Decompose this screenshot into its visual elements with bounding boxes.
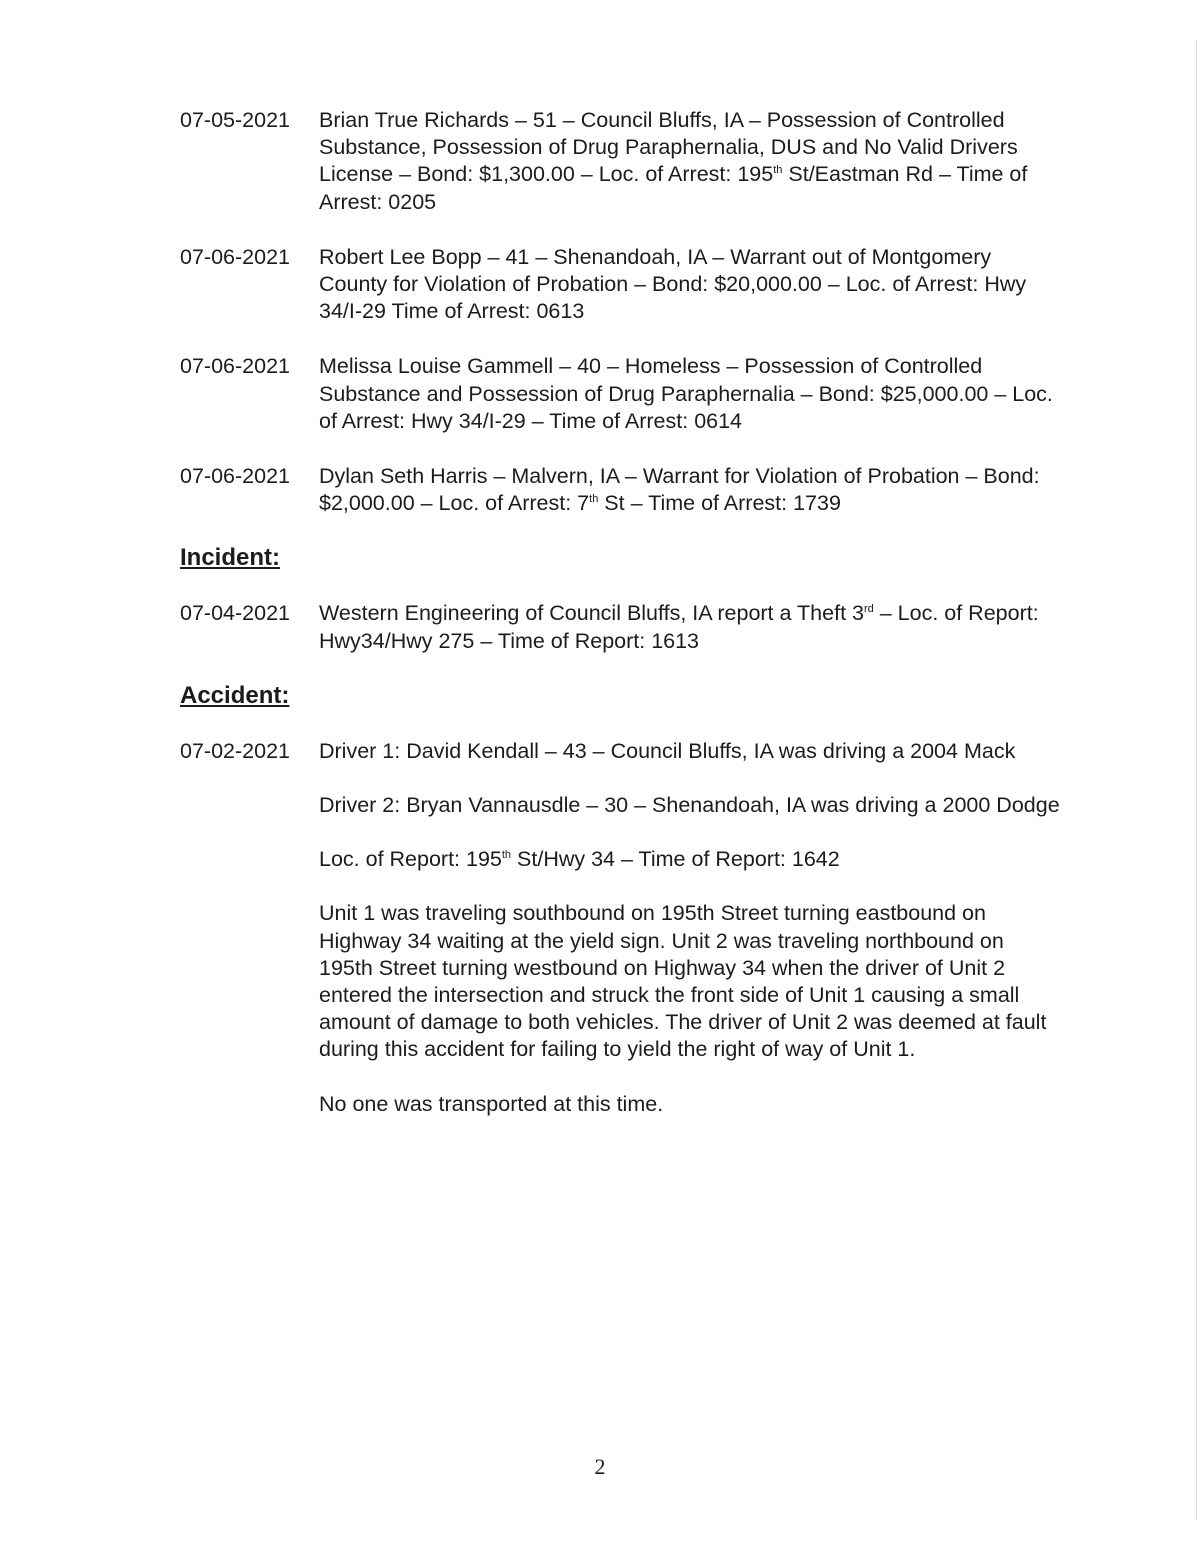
accident-driver-2: Driver 2: Bryan Vannausdle – 30 – Shenandoah, IA was driving a 2000 Dodge <box>319 793 1060 818</box>
accident-driver-1: Driver 1: David Kendall – 43 – Council Bluffs, IA was driving a 2004 Mack <box>319 738 1016 763</box>
arrest-entry-bopp <box>180 244 1060 326</box>
arrest-text-part: Brian True Richards – 51 – Council Bluffs, IA – Possession of Controlled Substance, Possession of Drug Paraphernalia, DUS and No Valid Drivers License – Bond: $1,300.00 – Loc. of Arrest: 195 <box>319 108 1018 187</box>
arrest-text <box>319 107 1060 216</box>
arrest-date: 07-06-2021 <box>180 354 290 379</box>
incident-date: 07-04-2021 <box>180 601 290 626</box>
ordinal-suffix: th <box>589 493 599 506</box>
arrest-date: 07-05-2021 <box>180 108 290 132</box>
arrest-text-part: Dylan Seth Harris – Malvern, IA – Warrant for Violation of Probation – Bond: $2,000.00 – Loc. of Arrest: 7 <box>319 464 1040 516</box>
ordinal-suffix: th <box>773 164 783 177</box>
accident-location <box>319 846 1060 873</box>
arrest-text <box>319 463 1060 517</box>
incident-text <box>319 600 1060 654</box>
scan-edge-line <box>1196 40 1197 1520</box>
arrest-entry-gammell <box>180 353 1060 435</box>
arrest-date: 07-06-2021 <box>180 464 290 489</box>
accident-location-part: Loc. of Report: 195 <box>319 847 502 872</box>
arrest-text-part: St/Eastman Rd – Time of Arrest: 0205 <box>319 162 1028 214</box>
page-number: 2 <box>594 1454 606 1479</box>
arrest-date: 07-06-2021 <box>180 244 290 269</box>
accident-entry <box>180 738 1060 1118</box>
arrest-entry-harris <box>180 463 1060 517</box>
ordinal-suffix: rd <box>863 603 874 616</box>
accident-details <box>319 738 1060 1118</box>
accident-heading: Accident: <box>180 681 290 709</box>
accident-location-part: St/Hwy 34 – Time of Report: 1642 <box>511 847 840 872</box>
arrest-text-part: St – Time of Arrest: 1739 <box>598 491 841 516</box>
incident-text-part: – Loc. of Report: Hwy34/Hwy 275 – Time of Report: 1613 <box>319 601 1039 653</box>
accident-narrative: Unit 1 was traveling southbound on 195th Street turning eastbound on Highway 34 waiting at the yield sign. Unit 2 was traveling northbound on 195th Street turning westbound on Highway 34 when the driver of Unit 2 entered the intersection and struck the front side of Unit 1 causing a small amount of damage to both vehicles. The driver of Unit 2 was deemed at fault during this accident for failing to yield the right of way of Unit 1. <box>319 901 1047 1062</box>
document-body <box>180 107 1060 1118</box>
incident-heading: Incident: <box>180 544 280 572</box>
incident-entry <box>180 600 1060 654</box>
arrest-text: Robert Lee Bopp – 41 – Shenandoah, IA – Warrant out of Montgomery County for Violation of Probation – Bond: $20,000.00 – Loc. of Arrest: Hwy 34/I-29 Time of Arrest: 0613 <box>319 244 1027 324</box>
arrest-entry-richards <box>180 107 1060 216</box>
ordinal-suffix: th <box>501 849 512 862</box>
accident-transport-note: No one was transported at this time. <box>319 1091 664 1116</box>
arrest-text: Melissa Louise Gammell – 40 – Homeless – Possession of Controlled Substance and Possession of Drug Paraphernalia – Bond: $25,000.00 – Loc. of Arrest: Hwy 34/I-29 – Time of Arrest: 0614 <box>319 354 1053 433</box>
incident-text-part: Western Engineering of Council Bluffs, IA report a Theft 3 <box>319 601 864 626</box>
accident-date: 07-02-2021 <box>180 738 290 763</box>
